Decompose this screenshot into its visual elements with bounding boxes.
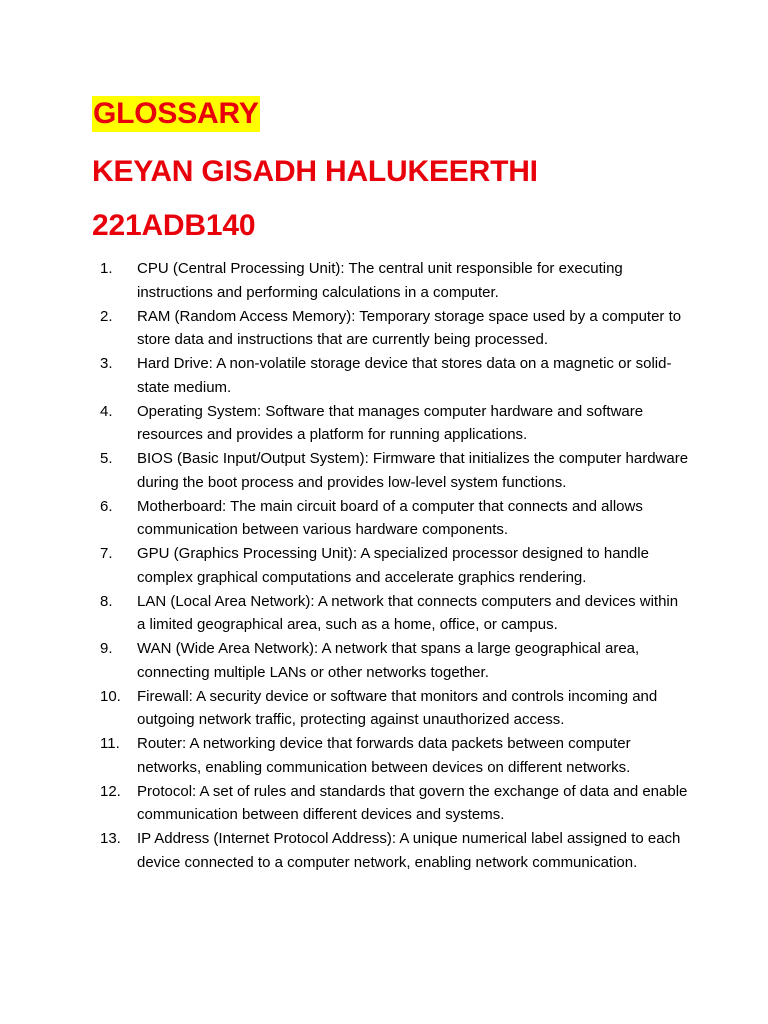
item-definition: Router: A networking device that forwards data packets between computer networks, enabling communication between devices on different networks.: [137, 735, 631, 776]
item-definition: Operating System: Software that manages computer hardware and software resources and provides a platform for running applications.: [137, 402, 644, 443]
glossary-item: [100, 352, 690, 399]
glossary-item: [100, 400, 690, 447]
glossary-item: [100, 305, 690, 352]
item-number: 8.: [100, 592, 113, 610]
item-definition: Firewall: A security device or software that monitors and controls incoming and outgoing network traffic, protecting against unauthorized access.: [137, 687, 658, 728]
glossary-item: [100, 827, 690, 874]
item-definition: Motherboard: The main circuit board of a computer that connects and allows communication between various hardware components.: [137, 497, 643, 538]
item-number: 2.: [100, 307, 113, 325]
glossary-item: [100, 495, 690, 542]
glossary-item: [100, 685, 690, 732]
item-number: 9.: [100, 640, 113, 657]
item-definition: BIOS (Basic Input/Output System): Firmware that initializes the computer hardware during the boot process and provides low-level system functions.: [137, 450, 689, 491]
item-number: 12.: [100, 782, 121, 800]
item-number: 11.: [100, 735, 120, 752]
item-number: 6.: [100, 497, 113, 515]
item-definition: CPU (Central Processing Unit): The central unit responsible for executing instructions and performing calculations in a computer.: [137, 260, 623, 301]
item-definition: Hard Drive: A non-volatile storage device that stores data on a magnetic or solid-state medium.: [137, 355, 672, 396]
author-name: KEYAN GISADH HALUKEERTHI: [92, 155, 538, 188]
glossary-item: [100, 732, 690, 779]
glossary-item: [100, 257, 690, 304]
item-definition: WAN (Wide Area Network): A network that spans a large geographical area, connecting multiple LANs or other networks together.: [137, 640, 640, 681]
item-number: 1.: [100, 260, 113, 277]
item-number: 3.: [100, 355, 113, 372]
glossary-item: [100, 637, 690, 684]
item-definition: IP Address (Internet Protocol Address): A unique numerical label assigned to each device connected to a computer network, enabling network communication.: [137, 830, 681, 871]
item-number: 10.: [100, 687, 121, 705]
item-number: 5.: [100, 450, 113, 467]
glossary-list: [100, 257, 690, 875]
item-number: 4.: [100, 402, 113, 420]
item-definition: LAN (Local Area Network): A network that connects computers and devices within a limited geographical area, such as a home, office, or campus.: [137, 592, 679, 633]
item-definition: Protocol: A set of rules and standards that govern the exchange of data and enable communication between different devices and systems.: [137, 782, 688, 823]
glossary-item: [100, 590, 690, 637]
item-number: 7.: [100, 545, 113, 562]
item-definition: RAM (Random Access Memory): Temporary storage space used by a computer to store data and instructions that are currently being processed.: [137, 307, 682, 348]
document-title: GLOSSARY: [93, 97, 259, 130]
glossary-item: [100, 780, 690, 827]
glossary-item: [100, 542, 690, 589]
item-definition: GPU (Graphics Processing Unit): A specialized processor designed to handle complex graphical computations and accelerate graphics rendering.: [137, 545, 649, 586]
item-number: 13.: [100, 830, 121, 847]
student-id: 221ADB140: [92, 209, 256, 242]
glossary-item: [100, 447, 690, 494]
